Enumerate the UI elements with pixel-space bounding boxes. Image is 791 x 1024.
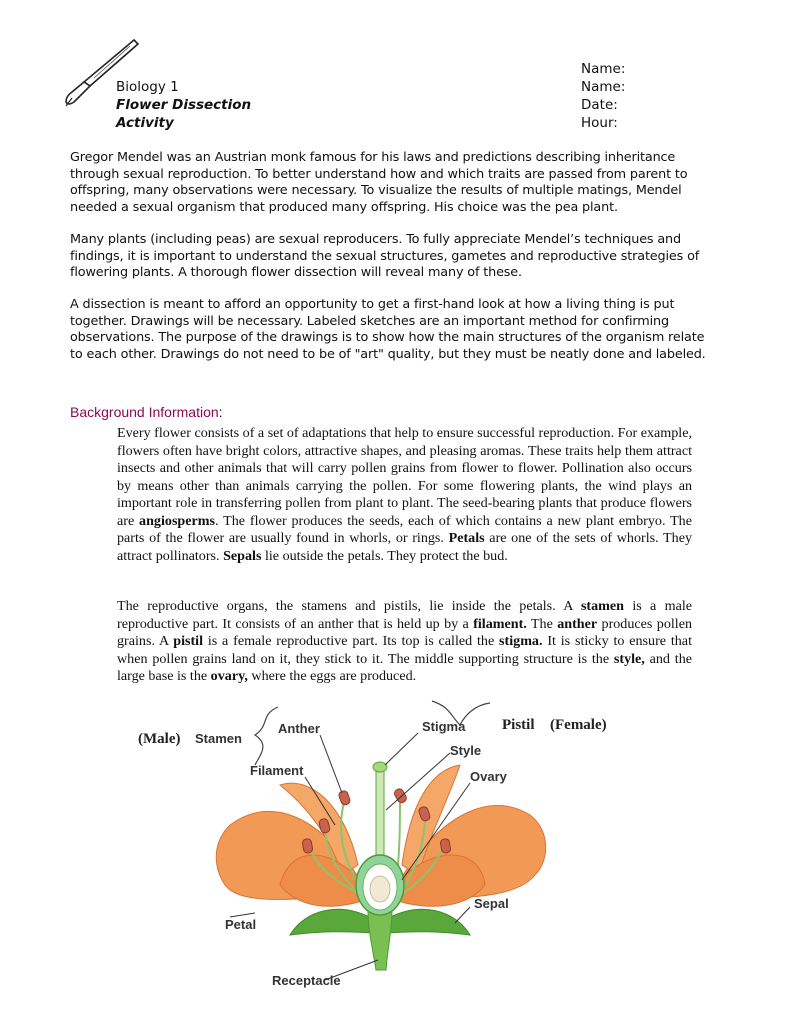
intro-paragraph-2: Many plants (including peas) are sexual reproducers. To fully appreciate Mendel’s techniques and findings, it is important to understand the sexual structures, gametes and reproductive strategies of flowering plants. A thorough flower dissection will reveal many of these. <box>70 232 700 281</box>
hour-field: Hour: <box>581 115 618 131</box>
date-field: Date: <box>581 97 618 113</box>
label-pistil: Pistil <box>502 717 535 733</box>
male-bracket <box>255 707 278 765</box>
label-receptacle: Receptacle <box>272 973 341 988</box>
term-angiosperms: angiosperms <box>139 512 216 529</box>
term-style: style, <box>613 650 645 667</box>
term-petals: Petals <box>448 530 485 546</box>
label-male: (Male) <box>138 731 181 747</box>
text-run: lie outside the petals. They protect the bud. <box>261 547 508 564</box>
course-name: Biology 1 <box>116 79 179 95</box>
term-pistil: pistil <box>173 633 203 649</box>
intro-paragraph-1: Gregor Mendel was an Austrian monk famous for his laws and predictions describing inheritance through sexual reproduction. To better understand how and which traits are passed from parent to offspring, many observations were necessary. To visualize the results of multiple matings, Mendel needed a sexual organism that produced many offspring. His choice was the pea plant. <box>70 150 688 215</box>
term-anther: anther <box>557 615 598 632</box>
text-run: The reproductive organs, the stamens and pistils, lie inside the petals. A <box>117 598 581 614</box>
label-petal: Petal <box>225 917 257 932</box>
intro-paragraph-3: A dissection is meant to afford an opportunity to get a first-hand look at how a living thing is put together. Drawings will be necessary. Labeled sketches are an important method for confirming observations. The purpose of the drawings is to show how the main structures of the organism relate to each other. Drawings do not need to be of "art" quality, but they must be neatly done and labeled. <box>70 297 706 362</box>
sepal-left <box>290 909 375 935</box>
text-run: produces pollen grains. A <box>117 615 692 649</box>
label-style: Style <box>450 743 482 758</box>
ovule <box>370 876 390 902</box>
background-heading-colon: : <box>218 404 223 420</box>
term-sepals: Sepals <box>223 547 262 564</box>
label-stamen: Stamen <box>195 731 242 746</box>
label-ovary: Ovary <box>470 769 507 784</box>
text-run: The <box>526 615 558 632</box>
term-ovary: ovary, <box>210 668 248 684</box>
activity-title: Flower Dissection <box>116 97 252 113</box>
background-paragraph-1 <box>117 425 692 565</box>
label-female: (Female) <box>550 717 607 733</box>
text-run: Every flower consists of a set of adaptations that help to ensure successful reproduction. For example, flowers often have bright colors, attractive shapes, and pleasing aromas. These traits help them attract insects and other animals that will carry pollen grains from flower to flower. Pollination also occurs by means other than animals carrying the pollen. For some flowering plants, the wind plays an important role in transferring pollen from plant to plant. The seed-bearing plants that produce flowers are <box>117 425 692 529</box>
text-run: It is sticky to ensure that when pollen grains land on it, they stick to it. The middle supporting structure is the <box>117 633 692 667</box>
text-run: where the eggs are produced. <box>247 668 417 684</box>
background-heading-text: Background Information <box>70 404 219 420</box>
receptacle <box>368 910 392 970</box>
text-run: are one of the sets of whorls. They attract pollinators. <box>117 530 692 564</box>
stigma <box>373 762 387 772</box>
style <box>376 770 384 855</box>
term-stigma: stigma. <box>499 633 543 649</box>
term-filament: filament. <box>473 615 527 632</box>
text-run: . The flower produces the seeds, each of which contains a new plant embryo. The parts of the flower are usually found in whorls, or rings. <box>117 512 692 546</box>
term-stamen: stamen <box>580 598 624 614</box>
background-heading <box>70 404 223 420</box>
text-run: is a female reproductive part. Its top is called the <box>203 633 500 649</box>
name-field-1: Name: <box>581 61 626 77</box>
text-run: is a male reproductive part. It consists of an anther that is held up by a <box>117 598 692 632</box>
label-filament: Filament <box>250 763 304 778</box>
label-stigma: Stigma <box>422 719 466 734</box>
label-sepal: Sepal <box>474 896 509 911</box>
background-paragraph-2 <box>117 598 692 686</box>
sepal-right <box>385 909 470 935</box>
name-field-2: Name: <box>581 79 626 95</box>
flower-diagram <box>130 695 650 1005</box>
text-run: and the large base is the <box>117 650 692 684</box>
label-anther: Anther <box>278 721 320 736</box>
activity-title-line2: Activity <box>116 115 174 131</box>
